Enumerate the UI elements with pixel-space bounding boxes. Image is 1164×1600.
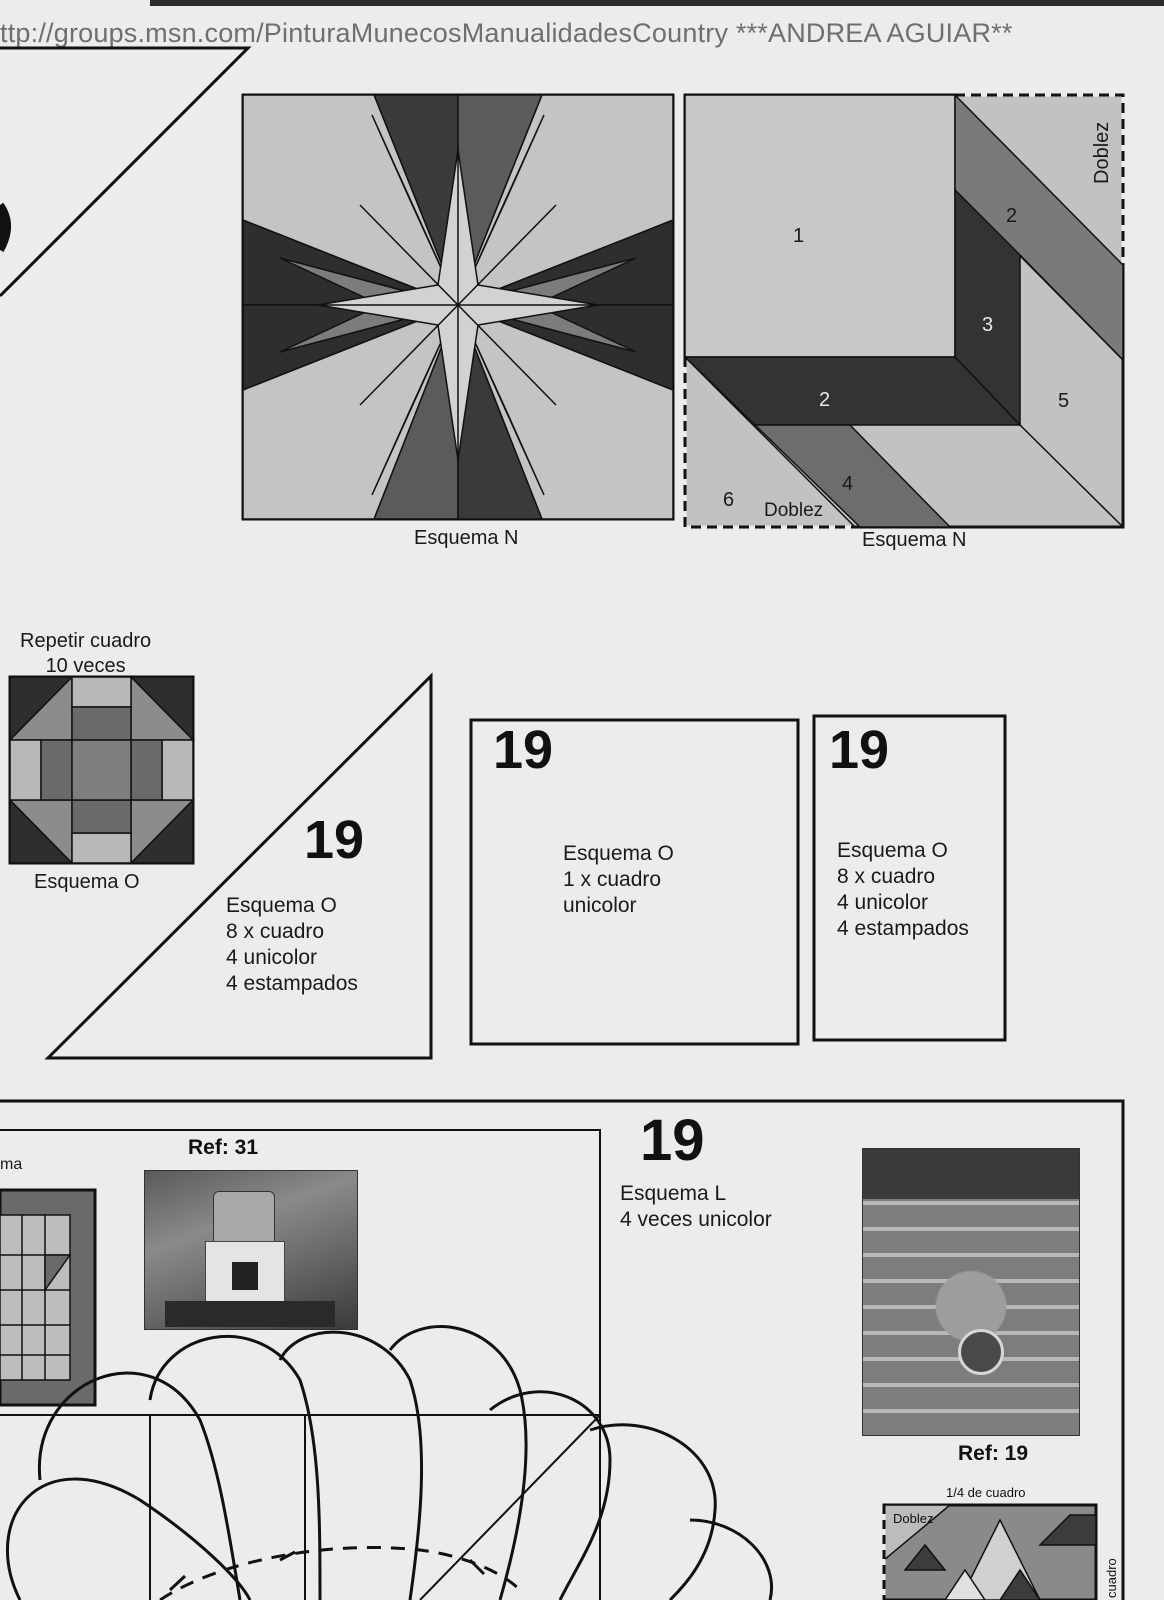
partial-number-glyph (0, 205, 7, 250)
piece-number: 2 (819, 389, 831, 411)
scottie-dog-icon (232, 1262, 258, 1290)
fold-label-bottom: Doblez (764, 500, 824, 521)
group-url-watermark: ttp://groups.msn.com/PinturaMunecosManualidadesCountry ***ANDREA AGUIAR** (0, 18, 1013, 48)
partial-caption: ma (0, 1156, 23, 1173)
quilt-bed-photo (862, 1148, 1080, 1436)
star-block-n (243, 95, 673, 519)
triangle-instructions: Esquema O 8 x cuadro 4 unicolor 4 estampados (226, 894, 358, 995)
piece-number: 5 (1058, 390, 1070, 412)
rect-a-ref-number: 19 (493, 720, 554, 780)
block-o-caption: Esquema O (34, 871, 140, 893)
piece-number: 6 (723, 489, 735, 511)
repeat-instruction: Repetir cuadro 10 veces (20, 630, 152, 677)
rect-a-instructions: Esquema O 1 x cuadro unicolor (563, 842, 674, 917)
table-shape (165, 1301, 335, 1327)
scallop-petals (7, 1327, 771, 1600)
block-o (10, 677, 193, 863)
cushion-photo (144, 1170, 358, 1330)
piece-number: 2 (1006, 205, 1018, 227)
scallop-dashed-arc (160, 1547, 520, 1600)
esquema-l-ref-number: 19 (640, 1108, 705, 1173)
partial-block-l (0, 1190, 95, 1405)
rect-b-instructions: Esquema O 8 x cuadro 4 unicolor 4 estampados (837, 839, 969, 940)
quarter-side-label: cuadro (1104, 1558, 1119, 1598)
ref-19-label: Ref: 19 (958, 1442, 1029, 1465)
ref-31-label: Ref: 31 (188, 1136, 259, 1159)
esquema-l-instructions: Esquema L 4 veces unicolor (620, 1182, 772, 1231)
quilt-circle-motif (958, 1329, 1004, 1375)
rect-b-ref-number: 19 (829, 720, 890, 780)
piece-number: 3 (982, 314, 994, 336)
triangle-ref-number: 19 (304, 810, 365, 870)
quarter-block-label: 1/4 de cuadro (946, 1485, 1026, 1500)
quarter-fold-label: Doblez (893, 1511, 934, 1526)
headboard-shape (863, 1149, 1079, 1199)
partial-triangle-top (0, 48, 248, 296)
fold-block-caption: Esquema N (862, 529, 967, 551)
piece-number: 1 (793, 225, 805, 247)
fold-block-n (685, 95, 1123, 527)
piece-number: 4 (842, 473, 854, 495)
fold-label-top: Doblez (1091, 121, 1113, 184)
grid-line-diag (420, 1415, 600, 1600)
star-block-caption: Esquema N (414, 527, 519, 549)
tick-3 (470, 1560, 484, 1574)
